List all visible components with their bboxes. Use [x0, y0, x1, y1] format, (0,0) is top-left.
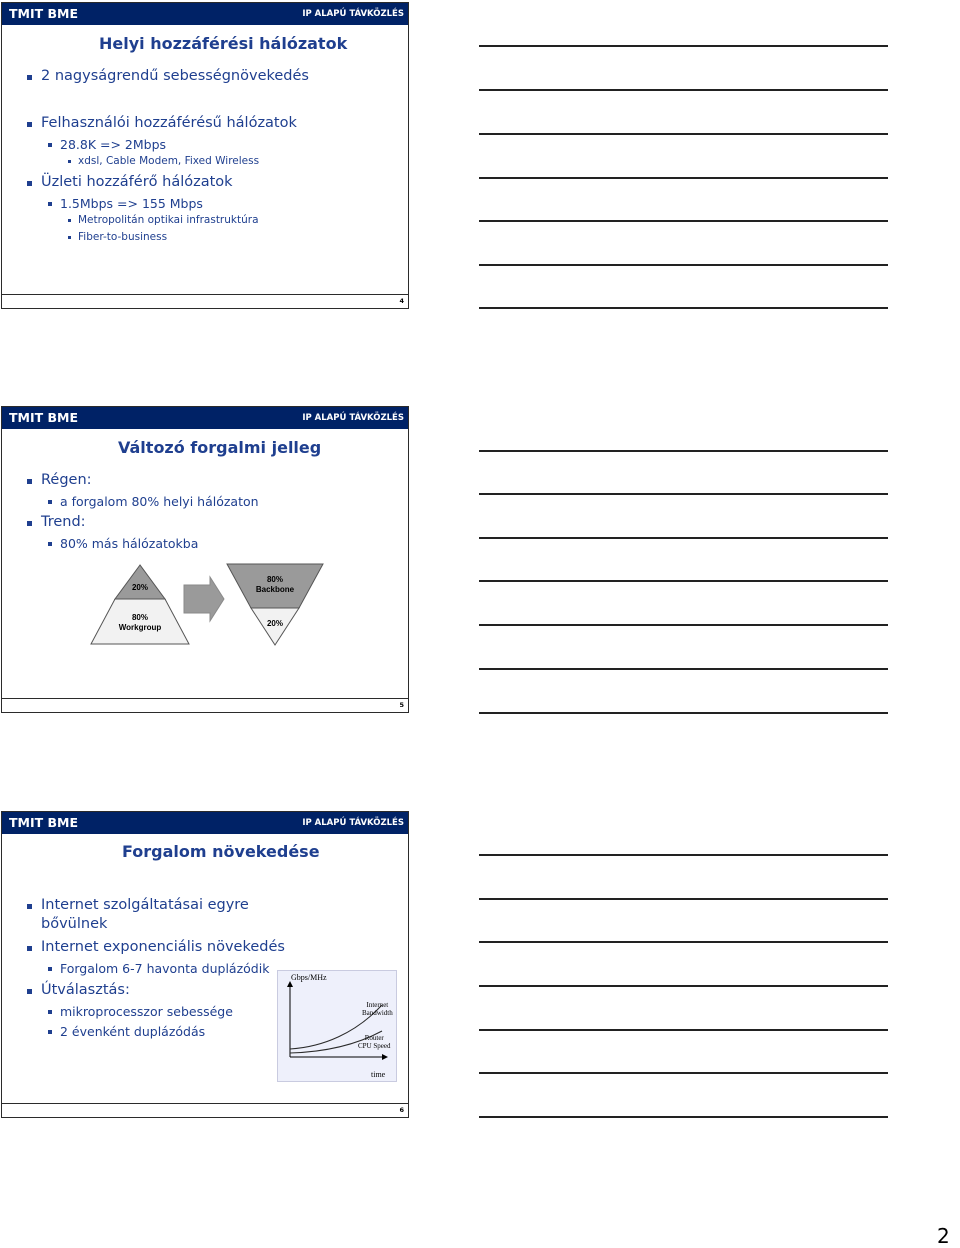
- note-line: [479, 1029, 888, 1031]
- pyramid-bottom-label: 80% Workgroup: [118, 613, 162, 632]
- bullet: Internet szolgáltatásai egyre: [41, 897, 249, 913]
- bullet: Felhasználói hozzáférésű hálózatok: [41, 115, 297, 131]
- bullet: 2 nagyságrendű sebességnövekedés: [41, 68, 309, 84]
- note-line: [479, 985, 888, 987]
- note-line: [479, 1116, 888, 1118]
- bullet: 80% más hálózatokba: [60, 536, 198, 551]
- note-line: [479, 1072, 888, 1074]
- note-line: [479, 133, 888, 135]
- note-line: [479, 177, 888, 179]
- slide-footer: [2, 698, 408, 712]
- note-line: [479, 580, 888, 582]
- note-line: [479, 450, 888, 452]
- header-left-label: TMIT BME: [9, 6, 79, 21]
- note-line: [479, 854, 888, 856]
- note-line: [479, 941, 888, 943]
- slide-4: [1, 2, 409, 309]
- bullet: Metropolitán optikai infrastruktúra: [78, 214, 259, 226]
- slide-5: [1, 406, 409, 713]
- transition-arrow-icon: [184, 577, 224, 621]
- header-right-label: IP ALAPÚ TÁVKÖZLÉS: [302, 413, 404, 423]
- note-line: [479, 45, 888, 47]
- bullet: Fiber-to-business: [78, 231, 167, 243]
- bullet: Forgalom 6-7 havonta duplázódik: [60, 961, 269, 976]
- header-left-label: TMIT BME: [9, 815, 79, 830]
- note-line: [479, 668, 888, 670]
- series-label-router-cpu-speed: Router CPU Speed: [358, 1034, 391, 1050]
- bullet: Útválasztás:: [41, 982, 130, 998]
- inverted-bottom-label: 20%: [266, 619, 283, 628]
- bullet: Régen:: [41, 472, 92, 488]
- note-line: [479, 898, 888, 900]
- graph-xlabel: time: [371, 1070, 386, 1079]
- header-right-label: IP ALAPÚ TÁVKÖZLÉS: [302, 9, 404, 19]
- page-number: 2: [937, 1224, 950, 1248]
- slide-number: 6: [399, 1106, 404, 1114]
- slide-header: [2, 812, 408, 834]
- slide-title: Helyi hozzáférési hálózatok: [99, 34, 348, 53]
- slide-footer: [2, 1103, 408, 1117]
- note-line: [479, 537, 888, 539]
- slide-title: Forgalom növekedése: [122, 842, 320, 861]
- bullet: 1.5Mbps => 155 Mbps: [60, 196, 203, 211]
- bullet: 2 évenként duplázódás: [60, 1024, 205, 1039]
- slide-header: [2, 3, 408, 25]
- traffic-diagram: [2, 407, 408, 707]
- slide-title: Változó forgalmi jelleg: [118, 438, 322, 457]
- series-label-internet-bandwidth: Internet Bandwidth: [362, 1001, 393, 1017]
- header-left-label: TMIT BME: [9, 410, 79, 425]
- bullet: Üzleti hozzáférő hálózatok: [41, 174, 233, 190]
- note-line: [479, 307, 888, 309]
- graph-ylabel: Gbps/MHz: [291, 973, 327, 982]
- pyramid-top-label: 20%: [131, 583, 148, 592]
- growth-graph-plot: [278, 971, 396, 1081]
- note-line: [479, 624, 888, 626]
- note-line: [479, 89, 888, 91]
- pyramid-top-section: [115, 565, 165, 599]
- inverted-top-label: 80% Backbone: [255, 575, 295, 594]
- bullet: a forgalom 80% helyi hálózaton: [60, 494, 259, 509]
- bullet: mikroprocesszor sebessége: [60, 1004, 233, 1019]
- slide-6: [1, 811, 409, 1118]
- slide-number: 4: [399, 297, 404, 305]
- bullet-continuation: bővülnek: [41, 916, 108, 932]
- slide-number: 5: [399, 701, 404, 709]
- bullet: Trend:: [41, 514, 86, 530]
- note-line: [479, 264, 888, 266]
- note-line: [479, 493, 888, 495]
- bullet: Internet exponenciális növekedés: [41, 939, 285, 955]
- bullet: xdsl, Cable Modem, Fixed Wireless: [78, 155, 259, 167]
- slide-footer: [2, 294, 408, 308]
- header-right-label: IP ALAPÚ TÁVKÖZLÉS: [302, 818, 404, 828]
- x-axis-arrow-icon: [382, 1054, 388, 1060]
- growth-graph: [277, 970, 397, 1082]
- note-line: [479, 220, 888, 222]
- note-line: [479, 712, 888, 714]
- bullet: 28.8K => 2Mbps: [60, 137, 166, 152]
